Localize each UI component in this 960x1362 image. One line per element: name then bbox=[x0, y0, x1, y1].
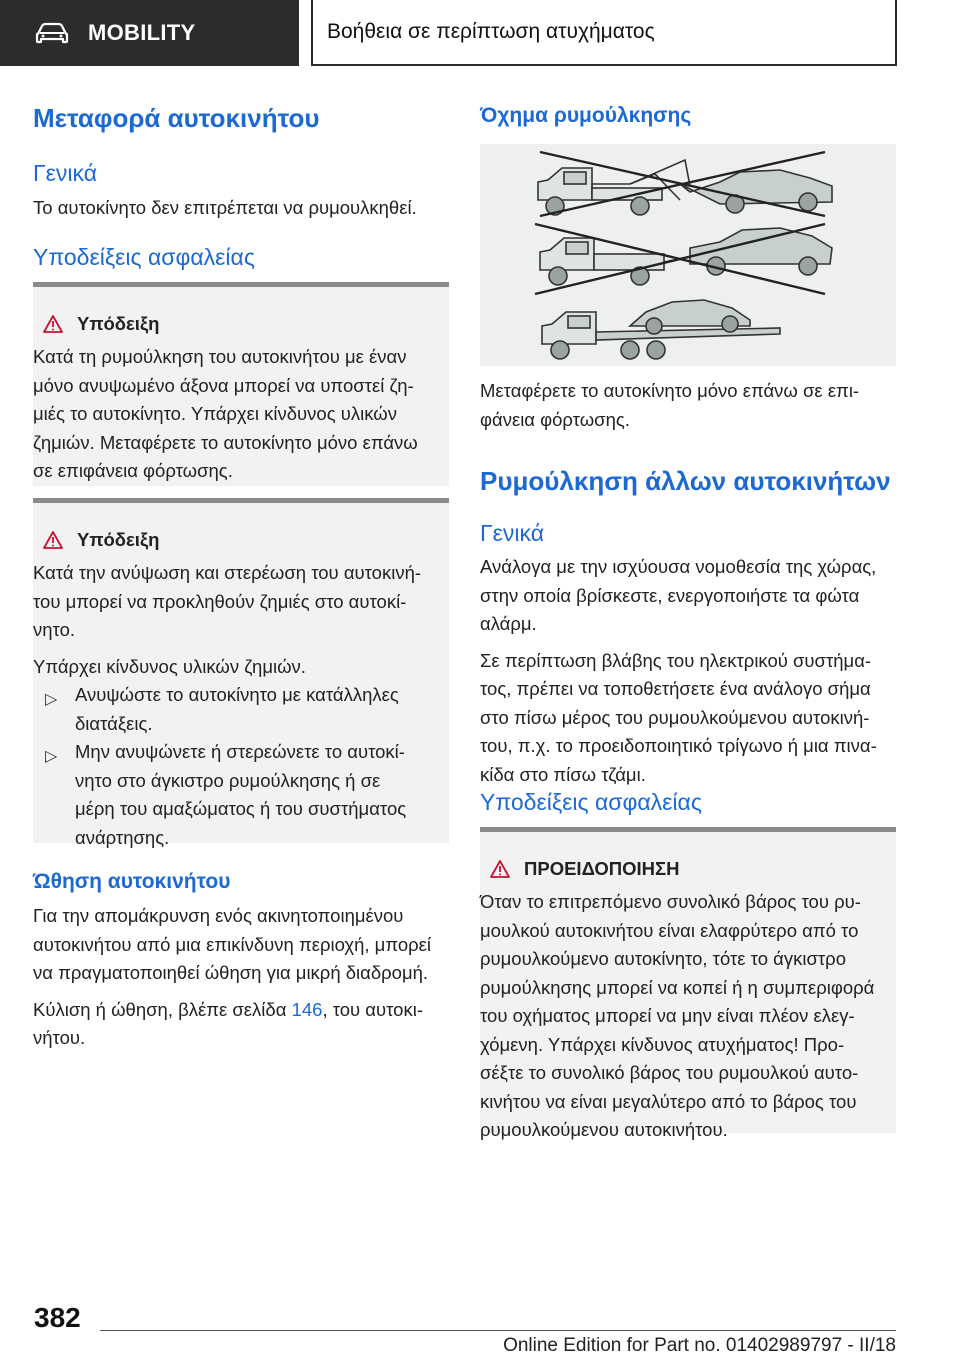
caption-line: φάνεια φόρτωσης. bbox=[480, 408, 630, 430]
towing-vehicle-heading: Όχημα ρυμούλκησης bbox=[480, 104, 692, 127]
general-line: στην οποία βρίσκεστε, ενεργοποιήστε τα φώτα bbox=[480, 584, 860, 606]
reference-line: νήτου. bbox=[33, 1027, 86, 1048]
warning-line: Όταν το επιτρεπόμενο συνολικό βάρος του ρυ‐ bbox=[480, 891, 861, 912]
note-line: Κατά την ανύψωση και στερέωση του αυτοκινή‐ bbox=[33, 562, 422, 583]
general-line: του, π.χ. το προειδοποιητικό τρίγωνο ή μια πινα‐ bbox=[480, 735, 877, 756]
warning-triangle-icon bbox=[43, 531, 63, 549]
general-line: στο πίσω μέρος του ρυμουλκούμενου αυτοκινή‐ bbox=[480, 706, 870, 728]
general-text: Το αυτοκίνητο δεν επιτρέπεται να ρυμουλκηθεί. bbox=[33, 197, 417, 218]
warning-line: κινήτου να είναι μεγαλύτερο από το βάρος του bbox=[480, 1090, 857, 1112]
general-line: αλάρμ. bbox=[480, 613, 537, 634]
flatbed-truck bbox=[542, 300, 780, 359]
push-heading: Ώθηση αυτοκινήτου bbox=[33, 870, 231, 893]
warning-line: ρυμουλκούμενο αυτοκίνητο, τότε το άγκιστρο bbox=[480, 948, 846, 969]
warning-line: ρυμούλκησης μπορεί να κοπεί ή η συμπεριφορά bbox=[480, 976, 875, 998]
warning-line: του οχήματος μπορεί να μην είναι πλέον ελεγ‐ bbox=[480, 1005, 855, 1026]
tow-trucks-illustration bbox=[480, 144, 896, 366]
reference-prefix: Κύλιση ή ώθηση, βλέπε σελίδα bbox=[33, 998, 292, 1020]
reference-suffix: , του αυτοκι‐ bbox=[322, 998, 423, 1020]
page-title: Μεταφορά αυτοκινήτου bbox=[33, 103, 320, 133]
note-title: Υπόδειξη bbox=[77, 313, 160, 334]
general-heading: Γενικά bbox=[480, 520, 545, 546]
warning-line: μουλκού αυτοκινήτου είναι ελαφρύτερο από το bbox=[480, 919, 859, 941]
push-line: να πραγματοποιηθεί ώθηση για μικρή διαδρομή. bbox=[33, 962, 429, 983]
header-section-tab bbox=[0, 0, 299, 66]
bullet-arrow-icon: ▷ bbox=[45, 691, 58, 708]
image-caption bbox=[480, 377, 896, 434]
general-heading: Γενικά bbox=[33, 160, 98, 186]
warning-line: χόμενη. Υπάρχει κίνδυνος ατυχήματος! Προ‐ bbox=[480, 1033, 845, 1055]
note-line: μιές το αυτοκίνητο. Υπάρχει κίνδυνος υλικών bbox=[33, 403, 397, 424]
warning-box bbox=[480, 827, 896, 1140]
caption-line: Μεταφέρετε το αυτοκίνητο μόνο επάνω σε επι‐ bbox=[480, 380, 860, 401]
car-icon bbox=[34, 22, 70, 44]
note-line: ζημιών. Μεταφέρετε το αυτοκίνητο μόνο επάνω bbox=[33, 431, 418, 453]
towing-illustration bbox=[480, 144, 896, 366]
warning-title: ΠΡΟΕΙΔΟΠΟΙΗΣΗ bbox=[524, 858, 680, 879]
chapter-title: Βοήθεια σε περίπτωση ατυχήματος bbox=[327, 20, 655, 43]
note-line: σε επιφάνεια φόρτωσης. bbox=[33, 460, 233, 481]
note-text bbox=[33, 559, 449, 681]
note-box-1 bbox=[33, 282, 449, 486]
warning-triangle-icon bbox=[490, 860, 510, 878]
warning-line: σέξτε το συνολικό βάρος του ρυμουλκού αυτο‐ bbox=[480, 1062, 859, 1083]
note-title-row bbox=[33, 313, 449, 335]
push-line: αυτοκινήτου από μια επικίνδυνη περιοχή, μπορεί bbox=[33, 933, 432, 955]
general-line: κίδα στο πίσω τζάμι. bbox=[480, 763, 646, 785]
warning-line: ρυμουλκούμενου αυτοκινήτου. bbox=[480, 1119, 728, 1140]
note-line: Κατά τη ρυμούλκηση του αυτοκινήτου με έναν bbox=[33, 346, 407, 367]
bullet-line: νητο στο άγκιστρο ρυμούλκησης ή σε bbox=[75, 769, 381, 791]
bullet-line: ανάρτησης. bbox=[75, 826, 170, 848]
bullet-line: διατάξεις. bbox=[75, 712, 153, 734]
bullet-arrow-icon: ▷ bbox=[45, 748, 58, 765]
note-box-2 bbox=[33, 498, 449, 848]
warning-title-row bbox=[480, 858, 896, 880]
note-line: Υπάρχει κίνδυνος υλικών ζημιών. bbox=[33, 655, 306, 677]
edition-footer: Online Edition for Part no. 01402989797 - II/18 bbox=[503, 1335, 896, 1356]
bullet-line: Μην ανυψώνετε ή στερεώνετε το αυτοκί‐ bbox=[75, 741, 405, 762]
safety-heading: Υποδείξεις ασφαλείας bbox=[33, 244, 255, 270]
note-title: Υπόδειξη bbox=[77, 529, 160, 550]
general-line: τος, πρέπει να τοποθετήσετε ένα ανάλογο σήμα bbox=[480, 678, 871, 699]
bullet-item bbox=[75, 681, 445, 738]
chapter-title-box bbox=[311, 0, 897, 66]
note-title-row bbox=[33, 529, 449, 551]
push-text bbox=[33, 902, 449, 1053]
warning-text bbox=[480, 888, 896, 1145]
warning-triangle-icon bbox=[43, 315, 63, 333]
page-link[interactable]: 146 bbox=[291, 998, 323, 1020]
note-text bbox=[33, 343, 449, 486]
note-line: νητο. bbox=[33, 619, 76, 640]
bullet-line: Ανυψώστε το αυτοκίνητο με κατάλληλες bbox=[75, 684, 399, 705]
section-label: MOBILITY bbox=[88, 20, 196, 45]
note-line: μόνο ανυψωμένο άξονα μπορεί να υποστεί ζη‐ bbox=[33, 374, 414, 396]
note-line: του μπορεί να προκληθούν ζημιές στο αυτοκί‐ bbox=[33, 590, 407, 612]
general-text bbox=[480, 553, 896, 789]
general-line: Σε περίπτωση βλάβης του ηλεκτρικού συστήμα‐ bbox=[480, 649, 872, 671]
general-line: Ανάλογα με την ισχύουσα νομοθεσία της χώρας, bbox=[480, 556, 877, 577]
reference-line bbox=[33, 996, 449, 1025]
push-line: Για την απομάκρυνση ενός ακινητοποιημένου bbox=[33, 905, 404, 926]
page-number: 382 bbox=[34, 1302, 81, 1333]
bullet-line: μέρη του αμαξώματος ή του συστήματος bbox=[75, 798, 407, 819]
footer-divider bbox=[100, 1330, 896, 1331]
bullet-item bbox=[75, 738, 445, 852]
safety-heading: Υποδείξεις ασφαλείας bbox=[480, 789, 702, 815]
towing-others-title: Ρυμούλκηση άλλων αυτοκινήτων bbox=[480, 466, 891, 496]
